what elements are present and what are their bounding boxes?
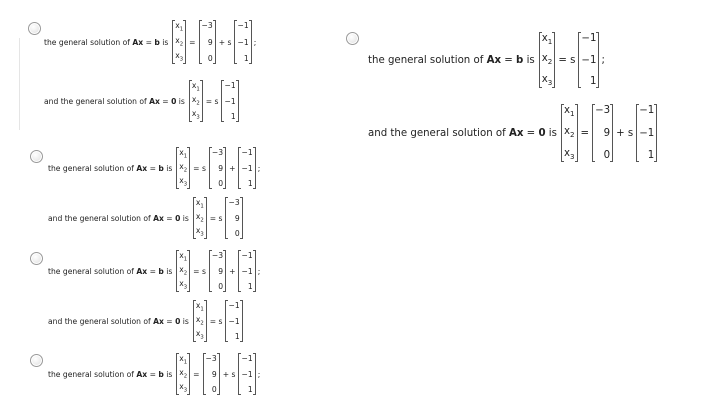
option-a-line1-label: the general solution of Ax = b is (44, 37, 169, 47)
option-e-line1-direction: −1 −1 1 (238, 353, 255, 395)
option-c-line2: and the general solution of Ax = 0 is $x_1$ $x_2$ $x_3$ = s −3 9 0 (48, 197, 244, 239)
option-b-line1-direction: −1 −1 1 (578, 32, 599, 88)
option-d-line1-label: the general solution of Ax = b is (48, 266, 173, 276)
option-c-line2-label: and the general solution of Ax = 0 is (48, 213, 189, 223)
option-e-line1-vars: $x_1$ $x_2$ $x_3$ (176, 353, 190, 395)
option-a-line2-vars: $x_1$ $x_2$ $x_3$ (189, 80, 203, 122)
option-d-line2-vars: $x_1$ $x_2$ $x_3$ (193, 300, 207, 342)
option-c-line1: the general solution of Ax = b is $x_1$ $x_2$ $x_3$ = s −3 9 0 + −1 −1 1 ; (48, 148, 261, 188)
option-b-radio[interactable] (346, 32, 359, 45)
option-c-line1-particular: −3 9 0 (209, 147, 226, 189)
option-b-line2: and the general solution of Ax = 0 is $x_1$ $x_2$ $x_3$ = −3 9 0 + s −1 −1 1 (368, 104, 658, 162)
option-c-line2-vars: $x_1$ $x_2$ $x_3$ (193, 197, 207, 239)
option-b-line1-label: the general solution of Ax = b is (368, 54, 535, 66)
option-a-line1-particular: −3 9 0 (199, 20, 216, 64)
option-c-line2-direction: −3 9 0 (225, 197, 242, 239)
option-a-radio[interactable] (28, 22, 41, 35)
option-c-line1-label: the general solution of Ax = b is (48, 163, 173, 173)
option-d-line1-vars: $x_1$ $x_2$ $x_3$ (176, 250, 190, 292)
option-b-line2-particular: −3 9 0 (592, 104, 613, 162)
option-e-line1-particular: −3 9 0 (203, 353, 220, 395)
option-e-line1: the general solution of Ax = b is $x_1$ $x_2$ $x_3$ = −3 9 0 + s −1 −1 1 ; (48, 354, 261, 394)
option-d-line2-direction: −1 −1 1 (225, 300, 242, 342)
option-b-line2-vars: $x_1$ $x_2$ $x_3$ (561, 104, 578, 162)
option-b-line1-vars: $x_1$ $x_2$ $x_3$ (539, 32, 556, 88)
option-d-line1-particular: −3 9 0 (209, 250, 226, 292)
option-e-radio[interactable] (30, 354, 43, 367)
option-d-line2: and the general solution of Ax = 0 is $x_1$ $x_2$ $x_3$ = s −1 −1 1 (48, 300, 244, 342)
option-a-line2-direction: −1 −1 1 (221, 80, 238, 122)
option-b-line2-label: and the general solution of Ax = 0 is (368, 127, 557, 139)
option-b-line1: the general solution of Ax = b is $x_1$ $x_2$ $x_3$ = s −1 −1 1 ; (368, 33, 605, 87)
option-c-radio[interactable] (30, 150, 43, 163)
option-a-line1-vars: $x_1$ $x_2$ $x_3$ (172, 20, 186, 64)
option-d-radio[interactable] (30, 252, 43, 265)
option-a-line2: and the general solution of Ax = 0 is $x_1$ $x_2$ $x_3$ = s −1 −1 1 (44, 80, 240, 122)
option-b-line2-direction: −1 −1 1 (636, 104, 657, 162)
option-c-line1-vars: $x_1$ $x_2$ $x_3$ (176, 147, 190, 189)
option-a-line1-direction: −1 −1 1 (234, 20, 251, 64)
option-a-line2-label: and the general solution of Ax = 0 is (44, 96, 185, 106)
option-d-line2-label: and the general solution of Ax = 0 is (48, 316, 189, 326)
option-d-line1: the general solution of Ax = b is $x_1$ $x_2$ $x_3$ = s −3 9 0 + −1 −1 1 ; (48, 251, 261, 291)
option-c-line1-direction: −1 −1 1 (238, 147, 255, 189)
divider-line (19, 38, 20, 130)
option-d-line1-direction: −1 −1 1 (238, 250, 255, 292)
option-a-line1: the general solution of Ax = b is $x_1$ $x_2$ $x_3$ = −3 9 0 + s −1 −1 1 ; (44, 21, 257, 63)
option-e-line1-label: the general solution of Ax = b is (48, 369, 173, 379)
